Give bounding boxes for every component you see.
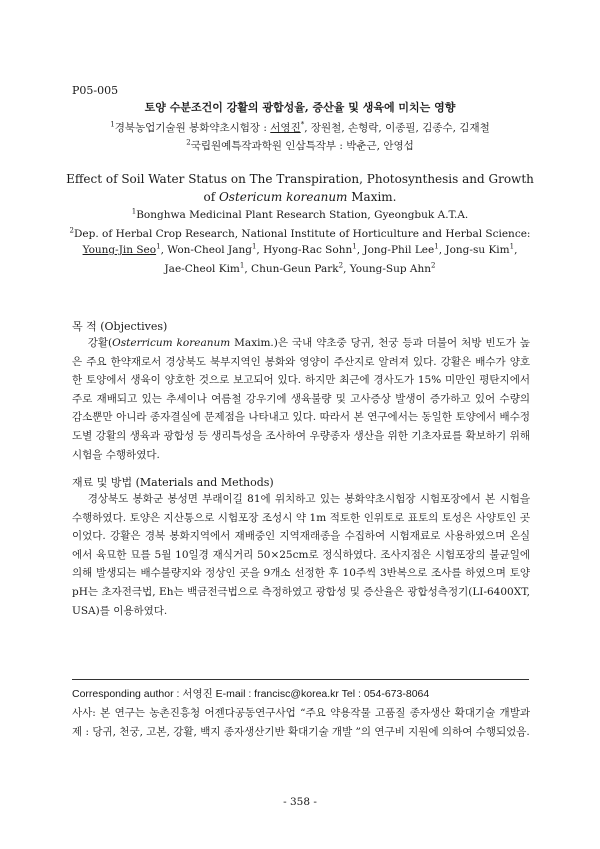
affil-text: Bonghwa Medicinal Plant Research Station, Gyeongbuk A.T.A. [136,209,469,221]
affil-sup: 2 [69,226,74,235]
author-sep: , [244,263,252,275]
author-sep: , [160,244,168,256]
korean-title: 토양 수분조건이 강활의 광합성율, 증산율 및 생육에 미치는 영향 [144,101,456,114]
objectives-text: Maxim.)은 국내 약초중 당귀, 천궁 등과 더불어 처방 빈도가 높은 주요 한약재로서 경상북도 북부지역인 봉화와 영양이 주산지로 알려져 있다. 강활은 배수가 양호한 토양에서 생육이 양호한 것으로 보고되어 있다. 하지만 최근에 경사도가 15% 미만인 평탄지에서 주로 재배되고 있는 추세이나 여름철 강우기에 생육불량 및 고사증상 발생이 증가하고 있어 수량의 감소뿐만 아니라 종자결실에 문제점을 나타내고 있다. 따라서 본 연구에서는 동일한 토양에서 배수정도별 강활의 생육과 광합성 등 생리특성을 조사하여 우량종자 생산을 위한 기초자료를 확보하기 위해 시험을 수행하였다. [72,337,530,461]
author-sup: 1 [352,242,357,251]
objectives-lead: 강활( [87,337,113,349]
title-prefix: of [203,190,219,204]
corresponding-author: Corresponding author : 서영진 E-mail : francisc@korea.kr Tel : 054-673-8064 [72,688,430,700]
footnote-divider [72,679,529,680]
author-sep: , [514,244,518,256]
page-number: - 358 - [283,796,317,808]
author-name: Young-Sup Ahn [349,263,432,275]
english-title-line-1: Effect of Soil Water Status on The Transpiration, Photosynthesis and Growth [66,172,534,186]
author-name: Jong-Phil Lee [363,244,435,256]
author-sup: 1 [239,261,245,270]
english-title-line-2 [40,190,560,204]
objectives-heading: 목 적 (Objectives) [72,320,168,333]
author-name: Young-Jin Seo [82,244,157,256]
methods-body: 경상북도 봉화군 봉성면 부래이길 81에 위치하고 있는 봉화약초시험장 시험포장에서 본 시험을 수행하였다. 토양은 지산통으로 시험포장 조성시 약 1m 적토한 인위토로 표토의 토성은 사양토인 곳이었다. 강활은 경북 봉화지역에서 재배중인 지역재래종을 수집하여 시험재료로 사용하였으며 온실에서 육묘한 묘를 5월 10일경 재식거리 50×25cm로 정식하였다. 조사지점은 시험포장의 불균일에 의해 발생되는 배수불량지와 정상인 곳을 9개소 선정한 후 10주씩 3반복으로 조사를 하였으며 토양 pH는 초자전극법, Eh는 백금전극법으로 측정하였고 광합성 및 증산율은 광합성측정기(LI-6400XT, USA)를 이용하였다. [72,493,530,617]
korean-affiliation-1 [40,120,560,135]
author-sup: 1 [251,242,257,251]
title-suffix: Maxim. [347,190,397,204]
author-name: Chun-Geun Park [251,263,339,275]
author-name: Won-Cheol Jang [167,244,252,256]
author-name: Jae-Cheol Kim [164,263,240,275]
korean-affiliation-2 [40,138,560,153]
affil-sup: 1 [110,120,115,129]
author-sep: , [256,244,264,256]
english-authors-line-2 [40,263,560,275]
affil-sup: 1 [131,207,137,216]
acknowledgement: 사사: 본 연구는 농촌진흥청 어젠다공동연구사업 “주요 약용작물 고품질 종자생산 확대기술 개발과제 : 당귀, 천궁, 고본, 강활, 백지 종자생산기반 확대기술 개발 ”의 연구비 지원에 의하여 수행되었음. [72,707,530,738]
affil-text: 국립원예특작과학원 인삼특작부 : 박춘근, 안영섭 [190,140,414,152]
corresponding-mark: * [300,120,305,129]
author-sup: 1 [509,242,515,251]
author-name: Jong-su Kim [445,244,510,256]
lead-author-korean: 서영진 [270,122,301,134]
author-sep: , [438,244,446,256]
english-authors-line-1 [40,244,560,256]
author-sup: 1 [156,242,161,251]
author-sup: 2 [431,261,436,270]
objectives-body [72,334,530,464]
species-name: Ostericum koreanum [218,190,348,204]
affil-sup: 2 [186,138,191,147]
methods-heading: 재료 및 방법 (Materials and Methods) [72,476,274,489]
affil-prefix: 경북농업기술원 봉화약초시험장 : [114,122,271,134]
paper-code: P05-005 [72,84,119,97]
english-affiliation-1 [40,209,560,221]
author-sep: , [356,244,364,256]
species-name: Osterricum koreanum [112,337,231,349]
author-name: Hyong-Rac Sohn [263,244,353,256]
english-affiliation-2 [40,228,560,240]
author-sup: 2 [338,261,344,270]
author-sup: 1 [434,242,439,251]
author-sep: , [343,263,350,275]
affil-rest: , 장원철, 손형락, 이종필, 김종수, 김재철 [304,122,490,134]
affil-text: Dep. of Herbal Crop Research, National Institute of Horticulture and Herbal Science: [74,228,531,240]
